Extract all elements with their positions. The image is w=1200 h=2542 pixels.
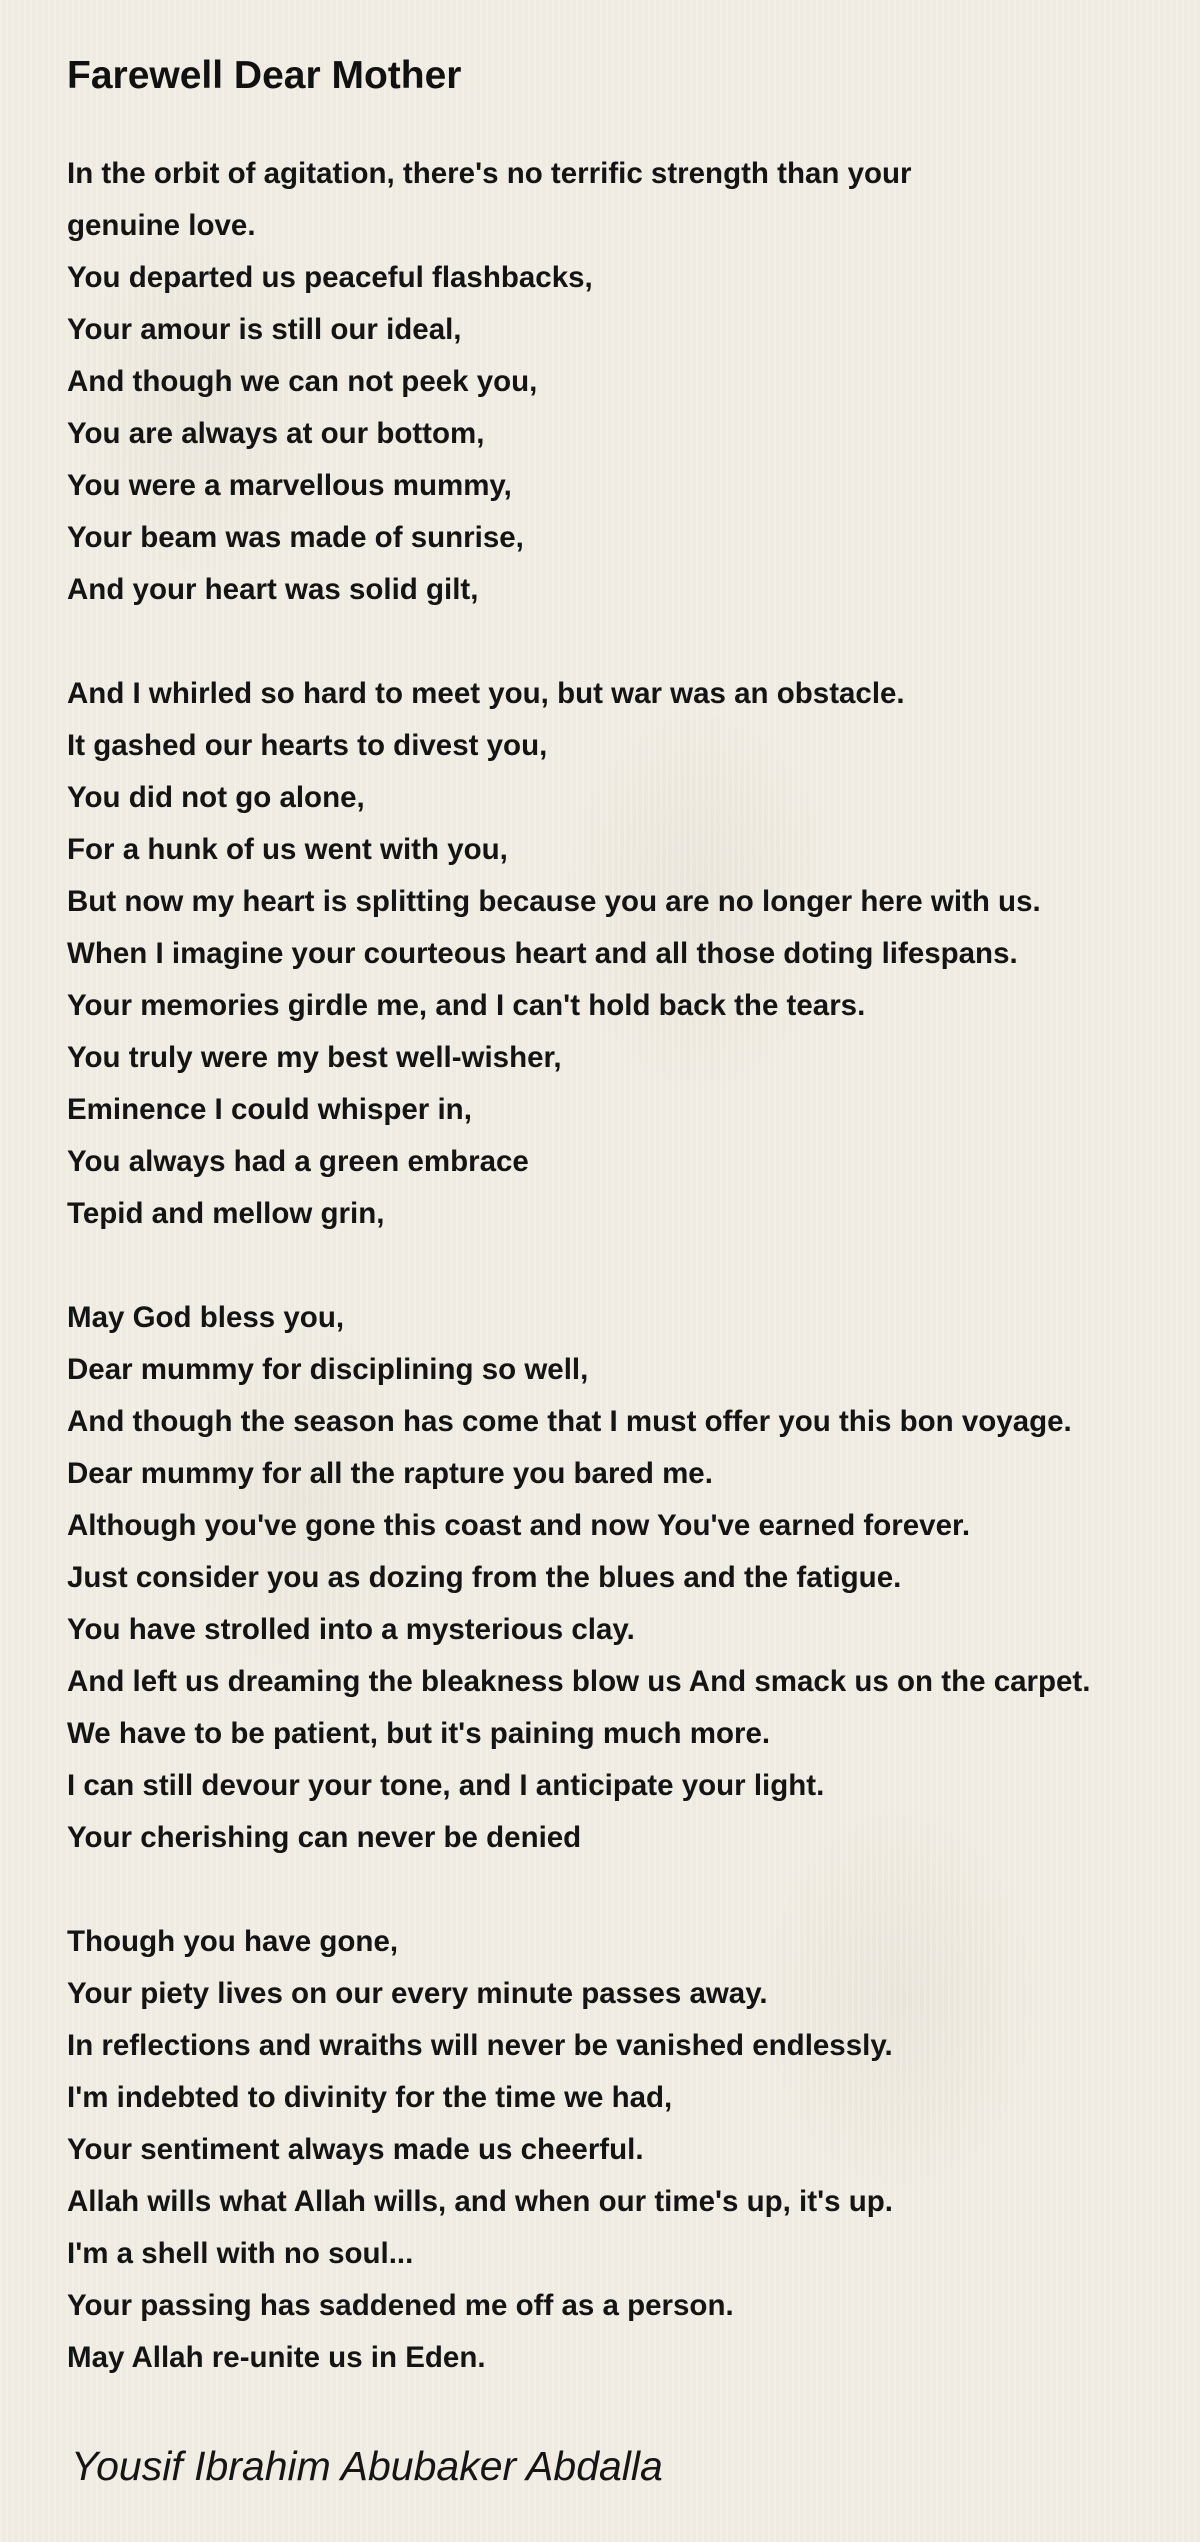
poem-title: Farewell Dear Mother [67, 54, 462, 97]
poem-line: I'm indebted to divinity for the time we had, [67, 2081, 673, 2114]
poem-line: Your amour is still our ideal, [67, 313, 462, 346]
poem-line: Your memories girdle me, and I can't hold back the tears. [67, 989, 866, 1022]
poem-line: You always had a green embrace [67, 1145, 529, 1178]
poem-line: Just consider you as dozing from the blues and the fatigue. [67, 1561, 902, 1594]
poem-line: Your sentiment always made us cheerful. [67, 2133, 644, 2166]
poem-line: I'm a shell with no soul... [67, 2237, 414, 2270]
poem-line: genuine love. [67, 209, 256, 242]
poem-line: You did not go alone, [67, 781, 365, 814]
poem-line: And though the season has come that I must offer you this bon voyage. [67, 1405, 1072, 1438]
poem-author: Yousif Ibrahim Abubaker Abdalla [71, 2443, 663, 2489]
poem-line: You are always at our bottom, [67, 417, 485, 450]
poem-line: You truly were my best well-wisher, [67, 1041, 562, 1074]
poem-line: Allah wills what Allah wills, and when our time's up, it's up. [67, 2185, 893, 2218]
poem-line: I can still devour your tone, and I anticipate your light. [67, 1769, 825, 1802]
poem-line: Though you have gone, [67, 1925, 399, 1958]
poem-line: Your piety lives on our every minute passes away. [67, 1977, 768, 2010]
poem-line: You departed us peaceful flashbacks, [67, 261, 593, 294]
poem-line: And your heart was solid gilt, [67, 573, 479, 606]
poem-line: And though we can not peek you, [67, 365, 538, 398]
stanza-4 [67, 1916, 1192, 2384]
poem-line: In the orbit of agitation, there's no terrific strength than your [67, 157, 912, 190]
stanza-1 [67, 148, 1192, 616]
stanza-2 [67, 668, 1192, 1240]
poem-line: Your cherishing can never be denied [67, 1821, 582, 1854]
poem-line: We have to be patient, but it's paining much more. [67, 1717, 771, 1750]
poem-line: Dear mummy for all the rapture you bared me. [67, 1457, 713, 1490]
poem-line: Although you've gone this coast and now You've earned forever. [67, 1509, 971, 1542]
poem-line: You were a marvellous mummy, [67, 469, 512, 502]
poem-line: Your beam was made of sunrise, [67, 521, 524, 554]
poem-line: In reflections and wraiths will never be vanished endlessly. [67, 2029, 893, 2062]
poem-line: And left us dreaming the bleakness blow us And smack us on the carpet. [67, 1665, 1091, 1698]
poem-line: Eminence I could whisper in, [67, 1093, 472, 1126]
poem-line: It gashed our hearts to divest you, [67, 729, 548, 762]
poem-line: You have strolled into a mysterious clay. [67, 1613, 635, 1646]
poem-line: Dear mummy for disciplining so well, [67, 1353, 589, 1386]
poem-body [67, 148, 1192, 2384]
poem-line: Tepid and mellow grin, [67, 1197, 385, 1230]
poem-line: Your passing has saddened me off as a person. [67, 2289, 734, 2322]
poem-line: May God bless you, [67, 1301, 345, 1334]
poem-line: And I whirled so hard to meet you, but war was an obstacle. [67, 677, 905, 710]
poem-line: When I imagine your courteous heart and all those doting lifespans. [67, 937, 1018, 970]
stanza-3 [67, 1292, 1192, 1864]
poem-line: For a hunk of us went with you, [67, 833, 508, 866]
poem-line: May Allah re-unite us in Eden. [67, 2341, 486, 2374]
poem-line: But now my heart is splitting because you are no longer here with us. [67, 885, 1041, 918]
